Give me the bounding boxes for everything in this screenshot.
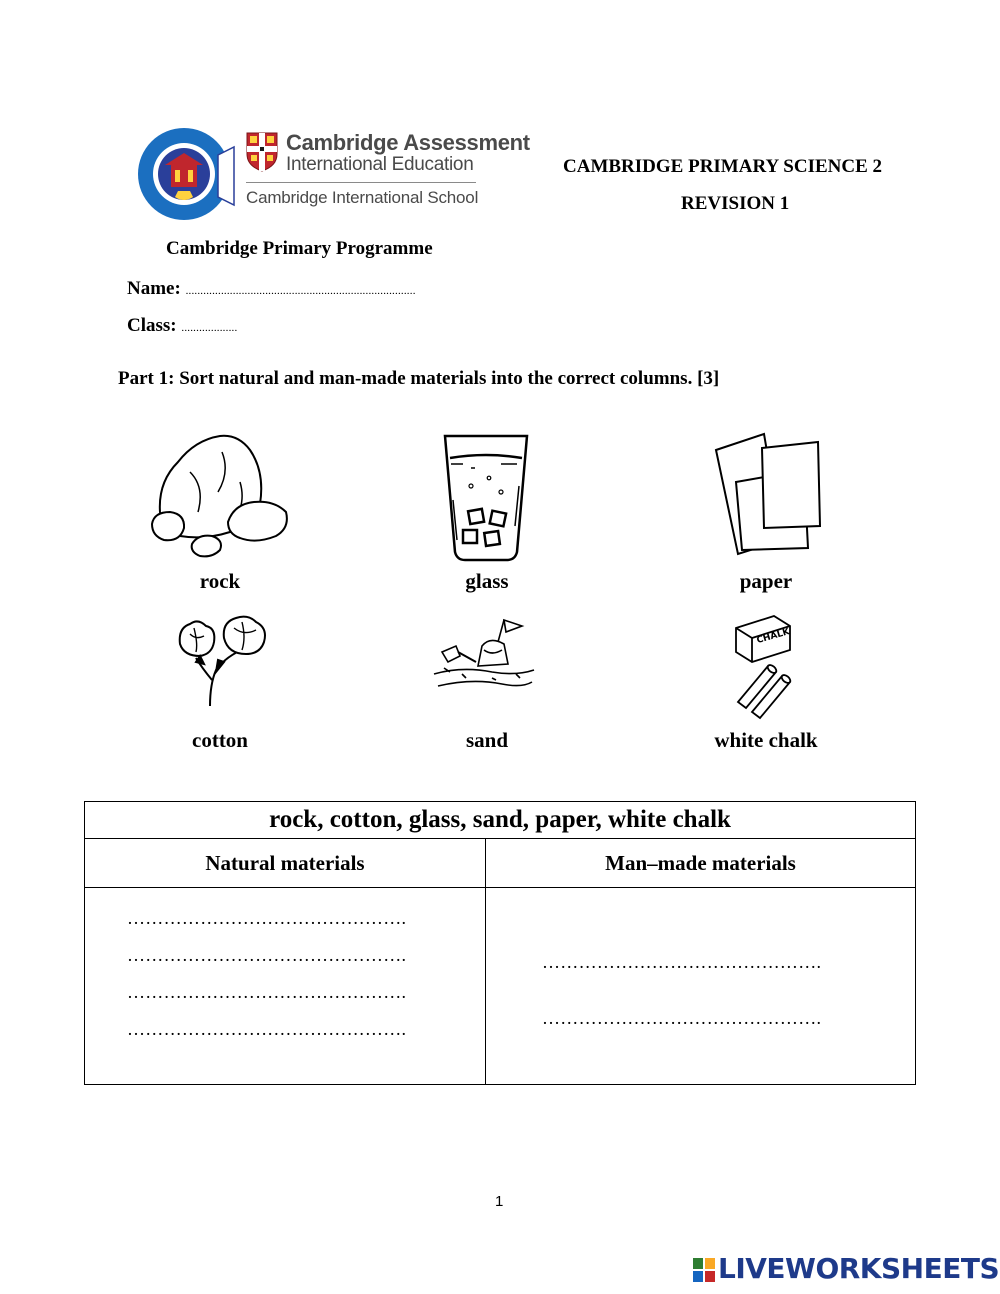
document-title: CAMBRIDGE PRIMARY SCIENCE 2: [563, 156, 883, 177]
cotton-icon: [176, 614, 271, 708]
chalk-box-text: CHALK: [755, 627, 791, 647]
name-field[interactable]: [127, 278, 416, 300]
word-bank: rock, cotton, glass, sand, paper, white chalk: [85, 802, 916, 839]
logo-divider: [246, 182, 476, 183]
programme-label: Cambridge Primary Programme: [166, 238, 433, 259]
document-subtitle: REVISION 1: [681, 193, 790, 214]
chalk-icon: [734, 614, 794, 720]
paper-icon: [708, 430, 826, 566]
school-seal-logo: [135, 125, 235, 223]
natural-answer-line-1[interactable]: ……………………………………….: [127, 908, 407, 928]
item-label-paper: paper: [739, 569, 793, 593]
man-made-answer-line-1[interactable]: ……………………………………….: [542, 952, 822, 972]
brand-line-1: Cambridge Assessment: [286, 130, 530, 155]
page-number: 1: [495, 1193, 504, 1210]
item-label-white-chalk: white chalk: [714, 728, 818, 752]
natural-answer-line-2[interactable]: ……………………………………….: [127, 945, 407, 965]
item-label-sand: sand: [465, 728, 509, 752]
item-label-cotton: cotton: [192, 728, 248, 752]
sorting-table: [84, 801, 916, 1085]
class-label: Class:: [127, 315, 177, 336]
liveworksheets-badge-icon: [693, 1258, 715, 1282]
natural-answer-cell: [85, 888, 486, 1085]
rock-icon: [150, 432, 290, 560]
sand-icon: [432, 616, 536, 691]
man-made-answer-line-2[interactable]: ……………………………………….: [542, 1008, 822, 1028]
item-label-rock: rock: [199, 569, 241, 593]
man-made-materials-header: Man–made materials: [486, 839, 916, 888]
glass-icon: [441, 430, 531, 563]
natural-answer-line-4[interactable]: ……………………………………….: [127, 1019, 407, 1039]
item-label-glass: glass: [465, 569, 509, 593]
natural-materials-header: Natural materials: [85, 839, 486, 888]
name-blank[interactable]: ..............................................................................: [185, 285, 416, 297]
brand-line-2: International Education: [286, 154, 474, 175]
class-field[interactable]: [127, 315, 237, 337]
man-made-answer-cell: [486, 888, 916, 1085]
name-label: Name:: [127, 278, 181, 299]
cambridge-crest-icon: [246, 132, 278, 172]
natural-answer-line-3[interactable]: ……………………………………….: [127, 982, 407, 1002]
class-blank[interactable]: ...................: [181, 322, 238, 334]
liveworksheets-logo[interactable]: LIVEWORKSHEETS: [718, 1252, 1000, 1285]
school-line: Cambridge International School: [246, 188, 479, 207]
part1-instruction: Part 1: Sort natural and man-made materials into the correct columns. [3]: [118, 368, 720, 389]
